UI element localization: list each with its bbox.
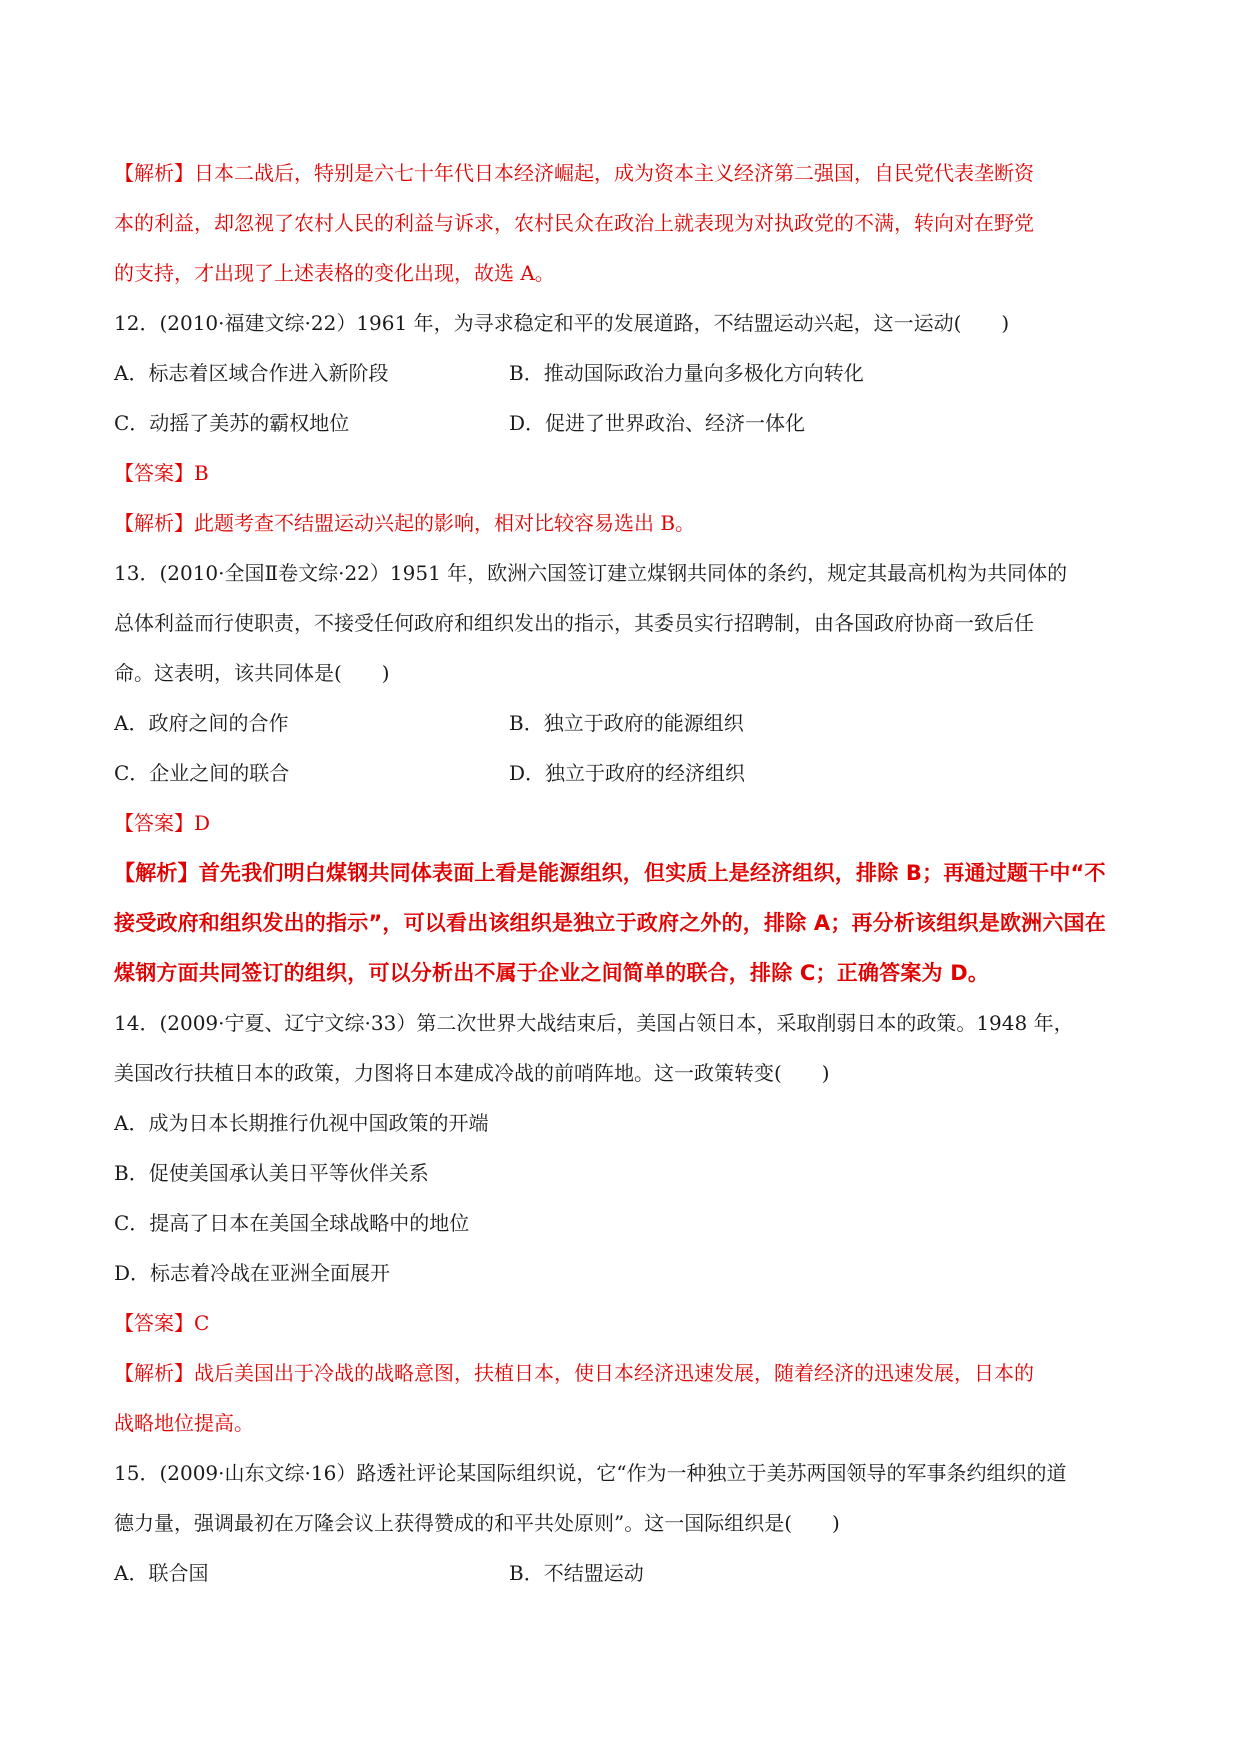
question-12-analysis: 【解析】此题考查不结盟运动兴起的影响，相对比较容易选出 B。 xyxy=(114,511,696,535)
answer-value: C xyxy=(194,1311,210,1335)
question-14-answer xyxy=(114,1298,1134,1348)
question-15-stem-line-1: 15．(2009·山东文综·16）路透社评论某国际组织说，它“作为一种独立于美苏两国领导的军事条约组织的道 xyxy=(114,1461,1067,1485)
question-13-stem-line-3: 命。这表明，该共同体是( ) xyxy=(114,661,390,685)
answer-tag: 【答案】 xyxy=(114,811,194,835)
answer-tag: 【答案】 xyxy=(114,1311,194,1335)
option-d: D．促进了世界政治、经济一体化 xyxy=(509,411,806,435)
analysis-q11 xyxy=(114,148,1134,298)
analysis-q11-line-3: 的支持，才出现了上述表格的变化出现，故选 A。 xyxy=(114,261,555,285)
question-14 xyxy=(114,998,1134,1448)
question-15-stem-line-2: 德力量，强调最初在万隆会议上获得赞成的和平共处原则”。这一国际组织是( ) xyxy=(114,1511,840,1535)
analysis-tag: 【解析】 xyxy=(114,161,194,185)
question-13-answer xyxy=(114,798,1134,848)
answer-value: D xyxy=(194,811,211,835)
answer-value: B xyxy=(194,461,209,485)
page-content xyxy=(114,148,1134,1598)
analysis-q11-line-1: 【解析】日本二战后，特别是六七十年代日本经济崛起，成为资本主义经济第二强国，自民党代表垄断资 xyxy=(114,161,1034,185)
question-13-analysis-line-2: 接受政府和组织发出的指示”，可以看出该组织是独立于政府之外的，排除 A；再分析该组织是欧洲六国在 xyxy=(114,911,1106,935)
question-15-options-row-1 xyxy=(114,1548,1134,1598)
question-13-analysis-line-3: 煤钢方面共同签订的组织，可以分析出不属于企业之间简单的联合，排除 C；正确答案为 D。 xyxy=(114,961,990,985)
question-12 xyxy=(114,298,1134,548)
question-13-stem-line-2: 总体利益而行使职责，不接受任何政府和组织发出的指示，其委员实行招聘制，由各国政府协商一致后任 xyxy=(114,611,1034,635)
option-c: C．动摇了美苏的霸权地位 xyxy=(114,411,350,435)
option-a: A．政府之间的合作 xyxy=(114,711,289,735)
option-d: D．独立于政府的经济组织 xyxy=(509,761,746,785)
question-13-options-row-1 xyxy=(114,698,1134,748)
analysis-tag: 【解析】 xyxy=(114,1361,194,1385)
option-a: A．成为日本长期推行仇视中国政策的开端 xyxy=(114,1111,489,1135)
question-15 xyxy=(114,1448,1134,1598)
option-c: C．提高了日本在美国全球战略中的地位 xyxy=(114,1211,470,1235)
question-12-stem: 12．(2010·福建文综·22）1961 年，为寻求稳定和平的发展道路，不结盟运动兴起，这一运动( ) xyxy=(114,311,1010,335)
question-12-options-row-1 xyxy=(114,348,1134,398)
question-13-analysis-line-1: 【解析】首先我们明白煤钢共同体表面上看是能源组织，但实质上是经济组织，排除 B；再通过题干中“不 xyxy=(114,861,1106,885)
question-14-analysis-line-2: 战略地位提高。 xyxy=(114,1411,254,1435)
question-13 xyxy=(114,548,1134,998)
analysis-q11-line-2: 本的利益，却忽视了农村人民的利益与诉求，农村民众在政治上就表现为对执政党的不满，转向对在野党 xyxy=(114,211,1034,235)
analysis-tag: 【解析】 xyxy=(114,511,194,535)
option-c: C．企业之间的联合 xyxy=(114,761,290,785)
option-b: B．促使美国承认美日平等伙伴关系 xyxy=(114,1161,429,1185)
option-b: B．推动国际政治力量向多极化方向转化 xyxy=(509,361,864,385)
question-14-stem-line-1: 14．(2009·宁夏、辽宁文综·33）第二次世界大战结束后，美国占领日本，采取削弱日本的政策。1948 年， xyxy=(114,1011,1074,1035)
option-a: A．联合国 xyxy=(114,1561,209,1585)
question-12-answer xyxy=(114,448,1134,498)
option-d: D．标志着冷战在亚洲全面展开 xyxy=(114,1261,391,1285)
question-14-stem-line-2: 美国改行扶植日本的政策，力图将日本建成冷战的前哨阵地。这一政策转变( ) xyxy=(114,1061,830,1085)
question-12-options-row-2 xyxy=(114,398,1134,448)
question-13-stem-line-1: 13．(2010·全国Ⅱ卷文综·22）1951 年，欧洲六国签订建立煤钢共同体的条约，规定其最高机构为共同体的 xyxy=(114,561,1068,585)
question-13-options-row-2 xyxy=(114,748,1134,798)
option-b: B．独立于政府的能源组织 xyxy=(509,711,744,735)
question-14-analysis-line-1: 【解析】战后美国出于冷战的战略意图，扶植日本，使日本经济迅速发展，随着经济的迅速发展，日本的 xyxy=(114,1361,1034,1385)
answer-tag: 【答案】 xyxy=(114,461,194,485)
option-b: B．不结盟运动 xyxy=(509,1561,644,1585)
option-a: A．标志着区域合作进入新阶段 xyxy=(114,361,389,385)
